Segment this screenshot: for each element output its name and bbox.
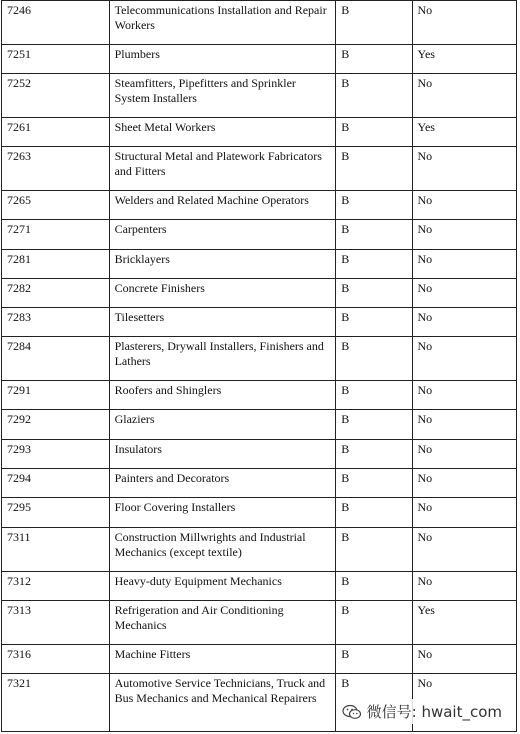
occupation-title-cell: Plumbers: [109, 45, 336, 74]
regulated-cell: No: [412, 440, 516, 469]
regulated-cell: No: [412, 1, 516, 45]
occupation-title-cell: Concrete Finishers: [109, 279, 336, 308]
table-row: [2, 45, 517, 74]
noc-code-cell: 7316: [2, 645, 110, 674]
skill-level-cell: B: [336, 308, 412, 337]
skill-level-cell: B: [336, 74, 412, 118]
noc-code-cell: 7252: [2, 74, 110, 118]
noc-code-cell: 7312: [2, 572, 110, 601]
regulated-cell: No: [412, 337, 516, 381]
occupation-title-cell: Painters and Decorators: [109, 469, 336, 498]
regulated-cell: No: [412, 381, 516, 410]
noc-code-cell: 7265: [2, 191, 110, 220]
regulated-cell: No: [412, 498, 516, 528]
occupation-title-cell: Heavy-duty Equipment Mechanics: [109, 572, 336, 601]
noc-code-cell: 7246: [2, 1, 110, 45]
noc-code-cell: 7295: [2, 498, 110, 528]
noc-code-cell: 7292: [2, 410, 110, 440]
occupation-title-cell: Refrigeration and Air Conditioning Mechanics: [109, 601, 336, 645]
skill-level-cell: B: [336, 250, 412, 279]
skill-level-cell: B: [336, 410, 412, 440]
noc-code-cell: 7283: [2, 308, 110, 337]
noc-code-cell: 7251: [2, 45, 110, 74]
skill-level-cell: B: [336, 645, 412, 674]
noc-code-cell: 7284: [2, 337, 110, 381]
occupation-title-cell: Plasterers, Drywall Installers, Finishers and Lathers: [109, 337, 336, 381]
table-row: [2, 572, 517, 601]
skill-level-cell: B: [336, 498, 412, 528]
occupation-title-cell: Automotive Service Technicians, Truck and Bus Mechanics and Mechanical Repairers: [109, 674, 336, 732]
occupation-title-cell: Insulators: [109, 440, 336, 469]
skill-level-cell: B: [336, 381, 412, 410]
table-row: [2, 410, 517, 440]
noc-code-cell: 7282: [2, 279, 110, 308]
occupation-title-cell: Glaziers: [109, 410, 336, 440]
skill-level-cell: B: [336, 572, 412, 601]
regulated-cell: No: [412, 279, 516, 308]
skill-level-cell: B: [336, 1, 412, 45]
watermark: [338, 699, 506, 724]
wechat-icon: [342, 704, 362, 720]
table-row: [2, 118, 517, 147]
table-row: [2, 279, 517, 308]
watermark-text: 微信号: hwait_com: [366, 703, 502, 721]
noc-code-cell: 7263: [2, 147, 110, 191]
table-row: [2, 147, 517, 191]
table-row: [2, 498, 517, 528]
noc-code-cell: 7313: [2, 601, 110, 645]
table-row: [2, 469, 517, 498]
skill-level-cell: B: [336, 674, 412, 732]
noc-code-cell: 7311: [2, 528, 110, 572]
table-row: [2, 220, 517, 250]
skill-level-cell: B: [336, 147, 412, 191]
regulated-cell: No: [412, 74, 516, 118]
table-row: [2, 337, 517, 381]
table-row: [2, 308, 517, 337]
regulated-cell: No: [412, 528, 516, 572]
occupation-title-cell: Floor Covering Installers: [109, 498, 336, 528]
occupation-title-cell: Welders and Related Machine Operators: [109, 191, 336, 220]
occupation-title-cell: Sheet Metal Workers: [109, 118, 336, 147]
regulated-cell: Yes: [412, 45, 516, 74]
occupation-table: [1, 0, 517, 732]
skill-level-cell: B: [336, 45, 412, 74]
occupation-table-body: [2, 1, 517, 732]
table-row: [2, 74, 517, 118]
noc-code-cell: 7293: [2, 440, 110, 469]
noc-code-cell: 7271: [2, 220, 110, 250]
table-row: [2, 440, 517, 469]
skill-level-cell: B: [336, 191, 412, 220]
occupation-title-cell: Structural Metal and Platework Fabricators and Fitters: [109, 147, 336, 191]
noc-code-cell: 7294: [2, 469, 110, 498]
skill-level-cell: B: [336, 528, 412, 572]
occupation-title-cell: Tilesetters: [109, 308, 336, 337]
table-row: [2, 1, 517, 45]
regulated-cell: No: [412, 469, 516, 498]
regulated-cell: No: [412, 220, 516, 250]
skill-level-cell: B: [336, 337, 412, 381]
regulated-cell: Yes: [412, 118, 516, 147]
table-row: [2, 191, 517, 220]
table-row: [2, 645, 517, 674]
skill-level-cell: B: [336, 601, 412, 645]
table-row: [2, 528, 517, 572]
table-row: [2, 381, 517, 410]
table-row: [2, 250, 517, 279]
skill-level-cell: B: [336, 220, 412, 250]
occupation-title-cell: Carpenters: [109, 220, 336, 250]
regulated-cell: No: [412, 308, 516, 337]
regulated-cell: No: [412, 191, 516, 220]
noc-code-cell: 7321: [2, 674, 110, 732]
regulated-cell: No: [412, 645, 516, 674]
occupation-title-cell: Machine Fitters: [109, 645, 336, 674]
regulated-cell: Yes: [412, 601, 516, 645]
skill-level-cell: B: [336, 440, 412, 469]
occupation-title-cell: Telecommunications Installation and Repair Workers: [109, 1, 336, 45]
regulated-cell: No: [412, 674, 516, 732]
skill-level-cell: B: [336, 469, 412, 498]
regulated-cell: No: [412, 250, 516, 279]
noc-code-cell: 7261: [2, 118, 110, 147]
occupation-title-cell: Roofers and Shinglers: [109, 381, 336, 410]
occupation-title-cell: Bricklayers: [109, 250, 336, 279]
noc-code-cell: 7281: [2, 250, 110, 279]
occupation-title-cell: Construction Millwrights and Industrial Mechanics (except textile): [109, 528, 336, 572]
skill-level-cell: B: [336, 118, 412, 147]
occupation-title-cell: Steamfitters, Pipefitters and Sprinkler System Installers: [109, 74, 336, 118]
regulated-cell: No: [412, 147, 516, 191]
regulated-cell: No: [412, 410, 516, 440]
regulated-cell: No: [412, 572, 516, 601]
noc-code-cell: 7291: [2, 381, 110, 410]
table-row: [2, 601, 517, 645]
skill-level-cell: B: [336, 279, 412, 308]
